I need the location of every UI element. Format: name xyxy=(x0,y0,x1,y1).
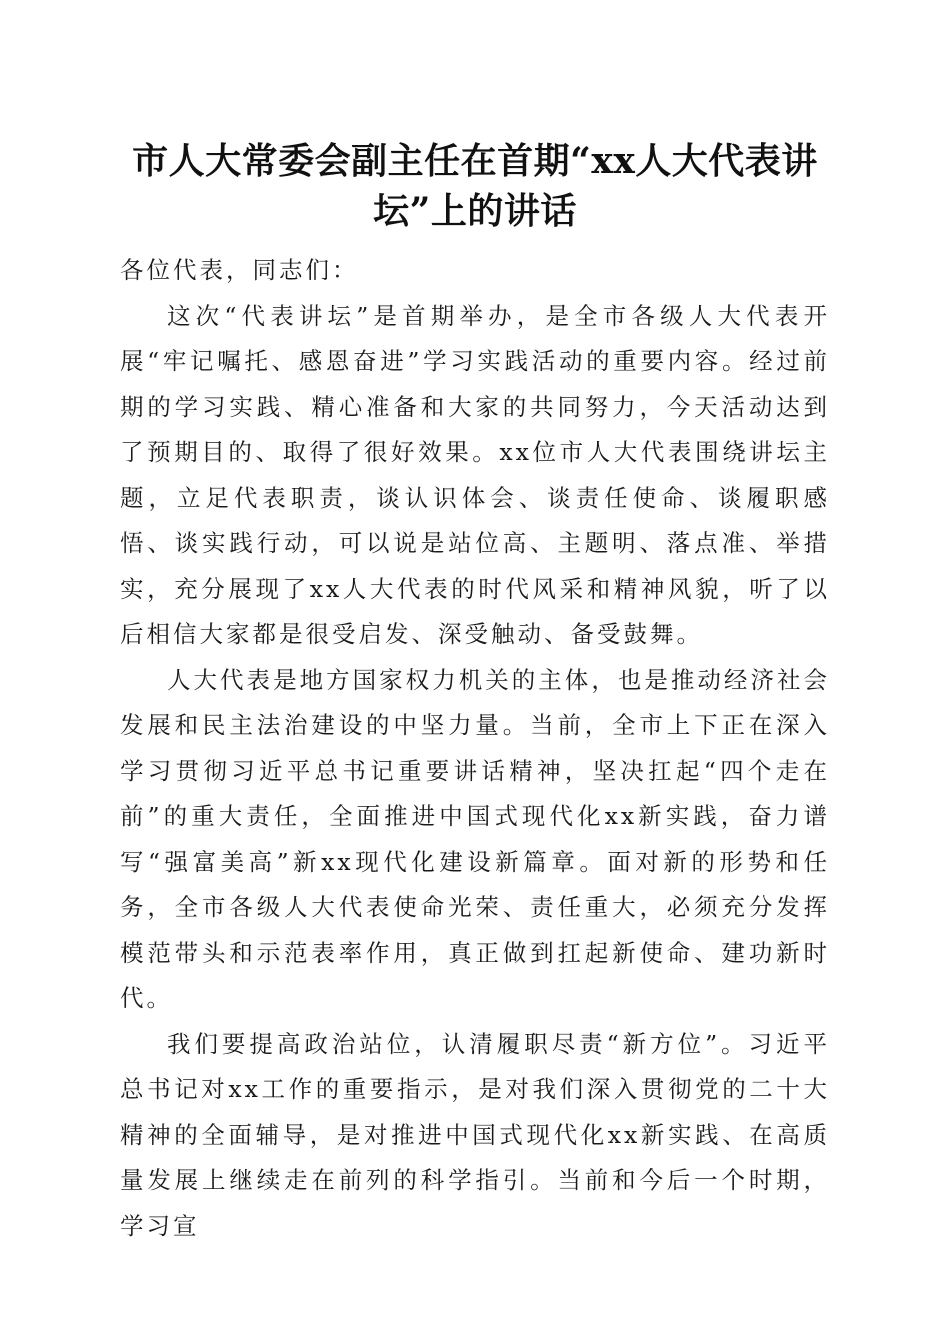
paragraph-3: 我们要提高政治站位，认清履职尽责“新方位”。习近平总书记对xx工作的重要指示，是对我们深入贯彻党的二十大精神的全面辅导，是对推进中国式现代化xx新实践、在高质量发展上继续走在前列的科学指引。当前和今后一个时期，学习宣 xyxy=(120,1029,830,1240)
paragraph-1: 这次“代表讲坛”是首期举办，是全市各级人大代表开展“牢记嘱托、感恩奋进”学习实践活动的重要内容。经过前期的学习实践、精心准备和大家的共同努力，今天活动达到了预期目的、取得了很好效果。xx位市人大代表围绕讲坛主题，立足代表职责，谈认识体会、谈责任使命、谈履职感悟、谈实践行动，可以说是站位高、主题明、落点准、举措实，充分展现了xx人大代表的时代风采和精神风貌，听了以后相信大家都是很受启发、深受触动、备受鼓舞。 xyxy=(120,301,830,648)
paragraph-2: 人大代表是地方国家权力机关的主体，也是推动经济社会发展和民主法治建设的中坚力量。当前，全市上下正在深入学习贯彻习近平总书记重要讲话精神，坚决扛起“四个走在前”的重大责任，全面推进中国式现代化xx新实践，奋力谱写“强富美高”新xx现代化建设新篇章。面对新的形势和任务，全市各级人大代表使命光荣、责任重大，必须充分发挥模范带头和示范表率作用，真正做到扛起新使命、建功新时代。 xyxy=(120,665,830,1012)
document-title: 市人大常委会副主任在首期“xx人大代表讲坛”上的讲话 xyxy=(132,140,818,232)
document-body xyxy=(120,248,830,1249)
salutation: 各位代表，同志们： xyxy=(120,256,359,284)
